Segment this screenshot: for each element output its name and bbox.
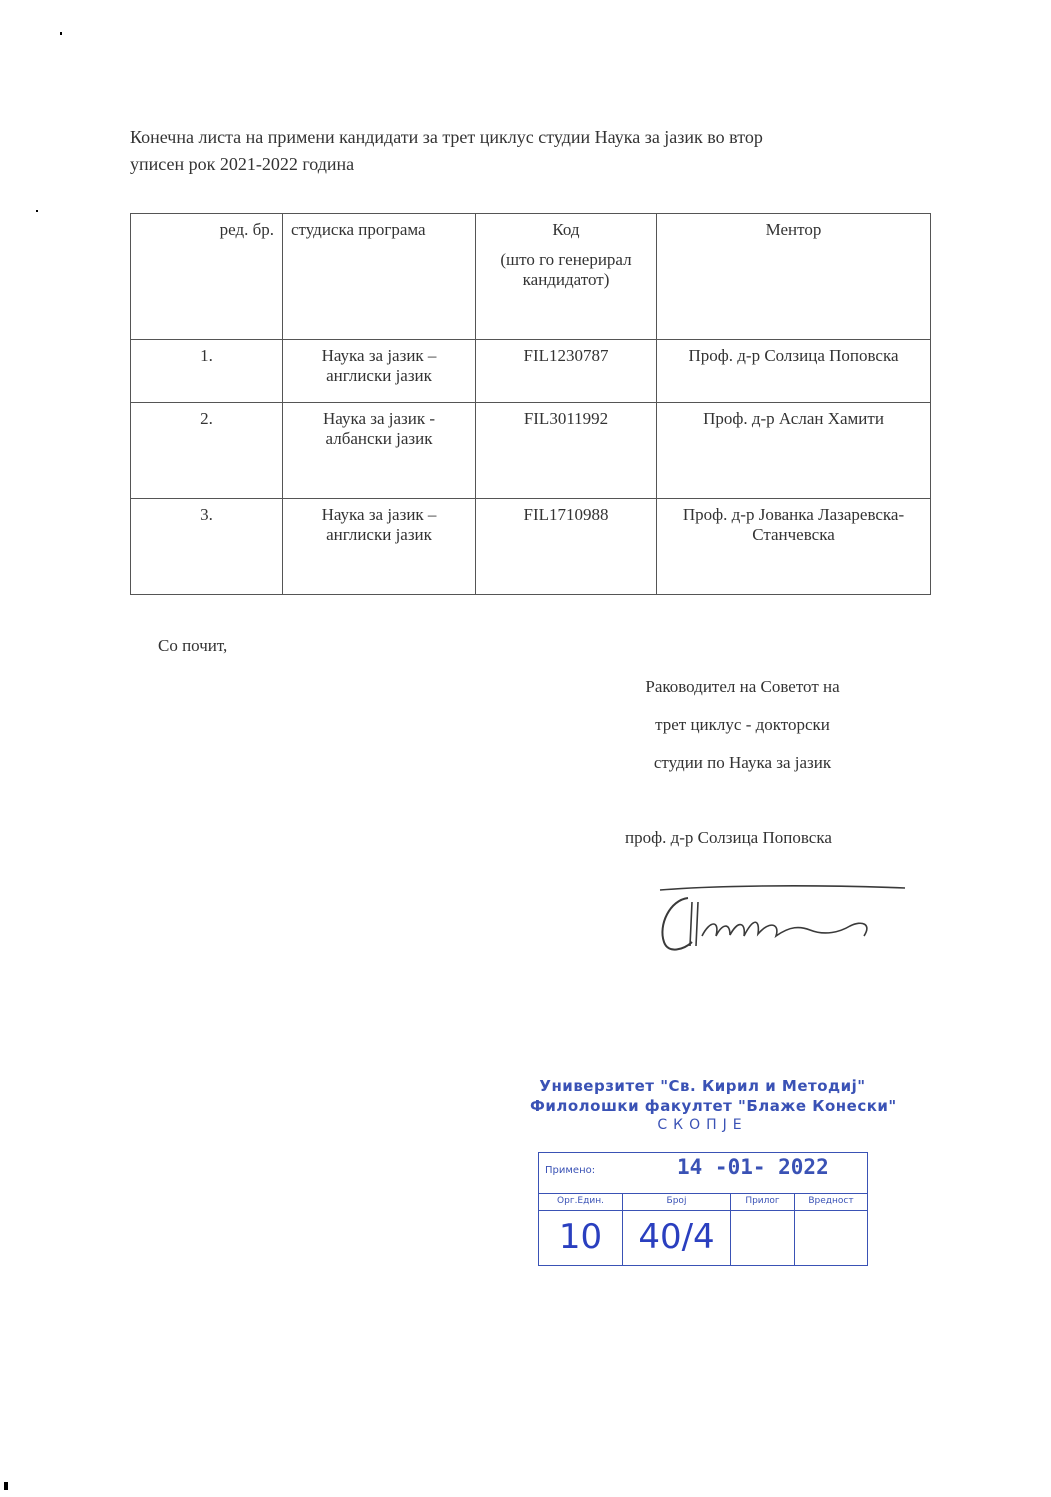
scan-speck	[60, 32, 62, 35]
table-header-row	[131, 214, 931, 340]
signatory-title-line-1: Раководител на Советот на	[645, 677, 840, 696]
stamp-university: Универзитет "Св. Кирил и Методиј"	[539, 1077, 866, 1095]
stamp-col-number: Број	[623, 1193, 731, 1210]
stamp-received-label: Примено:	[545, 1165, 596, 1176]
signatory-title	[600, 676, 885, 790]
table-row	[131, 403, 931, 499]
table-row	[131, 499, 931, 595]
row-mentor: Проф. д-р Солзица Поповска	[657, 340, 931, 403]
stamp-col-value: Вредност	[808, 1196, 854, 1206]
scan-speck	[36, 210, 38, 212]
header-num: ред. бр.	[131, 214, 283, 340]
header-code	[476, 214, 657, 340]
row-code: FIL1710988	[476, 499, 657, 595]
row-num: 3.	[131, 499, 283, 595]
admitted-candidates-table	[130, 213, 931, 595]
stamp-val-value	[795, 1210, 867, 1265]
title-line-2: уписен рок 2021-2022 година	[130, 154, 355, 174]
stamp-column-headers	[539, 1193, 867, 1211]
document-title	[130, 124, 930, 178]
stamp-grid	[538, 1152, 868, 1266]
scan-speck	[4, 1482, 8, 1490]
stamp-val-org: 10	[539, 1210, 623, 1265]
stamp-city: СКОПЈЕ	[657, 1117, 748, 1133]
title-line-1: Конечна листа на примени кандидати за трет циклус студии Наука за јазик во втор	[130, 127, 763, 147]
row-program: Наука за јазик - албански јазик	[283, 403, 476, 499]
stamp-values-row	[539, 1210, 867, 1265]
stamp-date: 14 -01- 2022	[677, 1155, 829, 1179]
stamp-faculty: Филолошки факултет "Блаже Конески"	[530, 1097, 897, 1115]
registry-stamp	[530, 1076, 897, 1276]
stamp-received-row	[539, 1153, 867, 1194]
stamp-val-number: 40/4	[623, 1210, 731, 1265]
row-mentor: Проф. д-р Јованка Лазаревска-Станчевска	[657, 499, 931, 595]
closing-salutation: Со почит,	[158, 636, 228, 655]
header-mentor: Ментор	[657, 214, 931, 340]
row-mentor: Проф. д-р Аслан Хамити	[657, 403, 931, 499]
row-code: FIL3011992	[476, 403, 657, 499]
header-code-note: (што го генерирал кандидатот)	[500, 250, 632, 289]
row-code: FIL1230787	[476, 340, 657, 403]
row-num: 2.	[131, 403, 283, 499]
row-num: 1.	[131, 340, 283, 403]
stamp-col-org: Орг.Един.	[539, 1193, 623, 1210]
signatory-title-line-2: трет циклус - докторски	[655, 715, 830, 734]
header-code-label: Код	[552, 220, 580, 239]
signatory-title-line-3: студии по Наука за јазик	[653, 753, 832, 772]
table-row	[131, 340, 931, 403]
handwritten-signature	[650, 880, 910, 960]
signer-name: проф. д-р Солзица Поповска	[625, 828, 832, 847]
header-program: студиска програма	[283, 214, 476, 340]
row-program: Наука за јазик – англиски јазик	[283, 499, 476, 595]
stamp-val-attachment	[731, 1210, 795, 1265]
row-program: Наука за јазик – англиски јазик	[283, 340, 476, 403]
stamp-col-attachment: Прилог	[731, 1193, 795, 1210]
